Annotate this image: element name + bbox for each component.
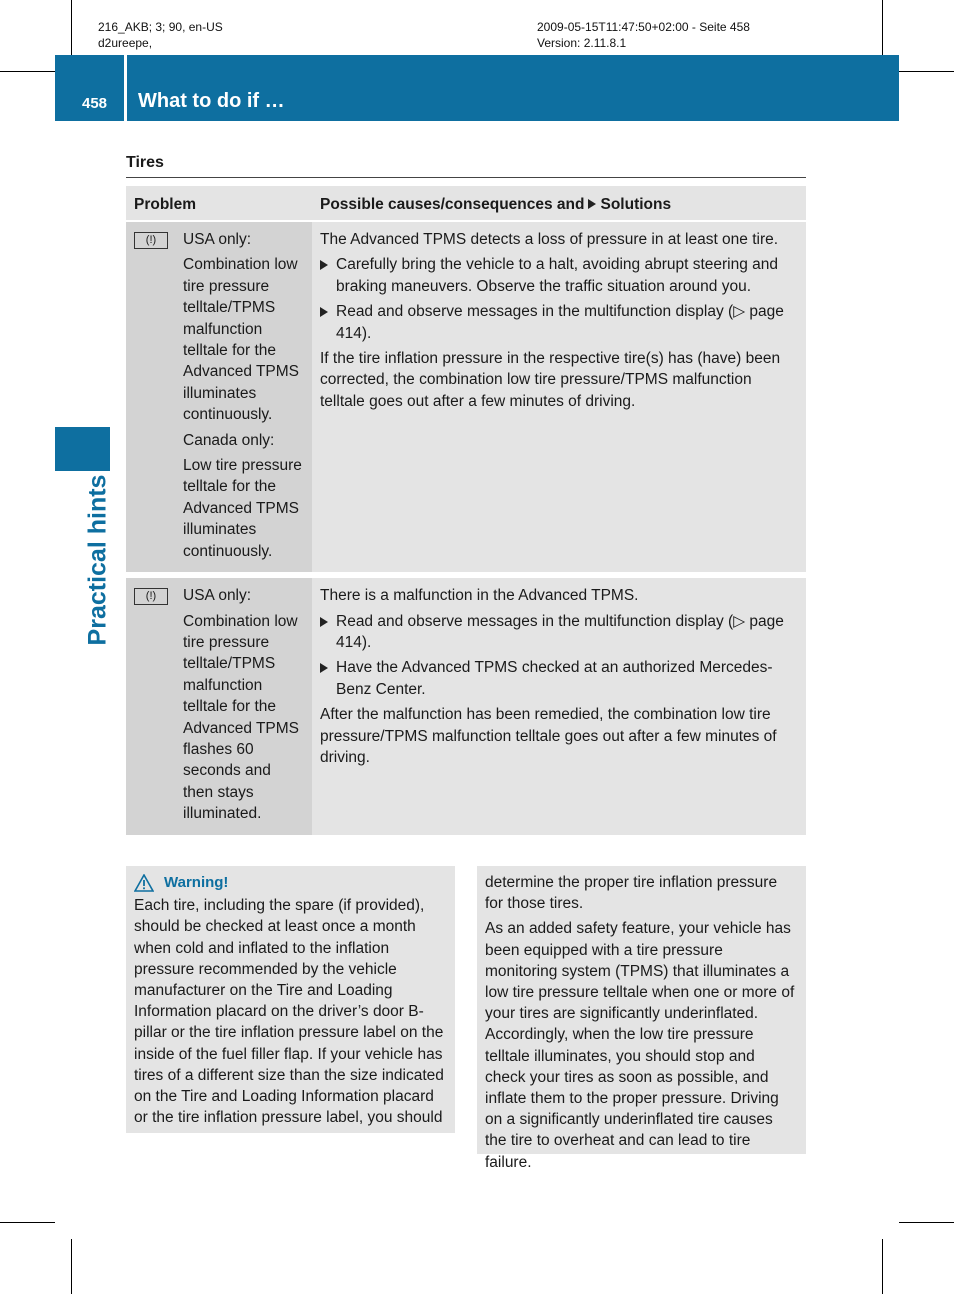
print-meta-right xyxy=(537,19,750,51)
crop-mark-bottom-left-h xyxy=(0,1222,55,1223)
warning-text-continued: determine the proper tire inflation pressure for those tires. xyxy=(485,874,778,913)
print-meta-right-line1: 2009-05-15T11:47:50+02:00 - Seite 458 xyxy=(537,20,750,34)
tire-pressure-icon-glyph: (!) xyxy=(145,234,157,246)
bullet-arrow-icon xyxy=(320,617,328,627)
solution-cell xyxy=(312,221,806,572)
problem-text: Combination low tire pressure telltale/TPMS malfunction telltale for the Advanced TPMS illuminates continuously. xyxy=(183,256,300,424)
tire-pressure-warning-icon xyxy=(134,232,168,249)
warning-box-left xyxy=(126,866,455,1133)
page-number: 458 xyxy=(82,95,108,112)
solution-outro: If the tire inflation pressure in the respective tire(s) has (have) been corrected, the combination low tire pressure/TPMS malfunction telltale goes out after a few minutes of driving. xyxy=(320,350,781,410)
problem-cell xyxy=(126,578,312,834)
table-row xyxy=(126,578,806,834)
bullet-text: Have the Advanced TPMS checked at an authorized Mercedes-Benz Center. xyxy=(336,659,773,698)
col-header-solutions xyxy=(312,186,806,221)
warning-text-tpms: As an added safety feature, your vehicle has been equipped with a tire pressure monitoring system (TPMS) that illuminates a low tire pressure telltale when one or more of your tires are significantly underinflated. Accordingly, when the low tire pressure telltale illuminates, you should stop and check your tires as soon as possible, and inflate them to the proper pressure. Driving on a significantly underinflated tire causes the tire to overheat and can lead to tire failure. xyxy=(485,920,795,1171)
problem-text: USA only: xyxy=(183,587,252,605)
crop-mark-top-left-h xyxy=(0,71,55,72)
tire-pressure-warning-icon xyxy=(134,588,168,605)
tire-pressure-icon-glyph: (!) xyxy=(145,590,157,603)
solution-bullet xyxy=(320,254,798,297)
print-meta-left xyxy=(98,19,223,51)
bullet-arrow-icon xyxy=(320,307,328,317)
print-meta-right-line2: Version: 2.11.8.1 xyxy=(537,36,627,50)
tires-table xyxy=(126,186,806,835)
col-header-problem: Problem xyxy=(126,186,312,221)
bullet-text: Read and observe messages in the multifunction display (▷ page 414). xyxy=(336,612,784,651)
table-header-row xyxy=(126,186,806,221)
crop-mark-top-left-v xyxy=(71,0,72,55)
solution-bullet xyxy=(320,301,798,344)
problem-cell xyxy=(126,221,312,572)
crop-mark-bottom-left-v xyxy=(71,1239,72,1294)
bullet-arrow-icon xyxy=(320,260,328,270)
problem-text: Low tire pressure telltale for the Advanced TPMS illuminates continuously. xyxy=(183,457,302,560)
solution-bullet xyxy=(320,657,798,700)
crop-mark-top-right-v xyxy=(882,0,883,55)
solution-outro: After the malfunction has been remedied, the combination low tire pressure/TPMS malfunction telltale goes out after a few minutes of driving. xyxy=(320,706,777,766)
warning-title: Warning! xyxy=(164,874,229,891)
print-meta-left-line1: 216_AKB; 3; 90, en-US xyxy=(98,20,223,34)
section-rule xyxy=(126,177,806,178)
col-header-solutions-label: Solutions xyxy=(600,196,672,214)
warning-text: Each tire, including the spare (if provided), should be checked at least once a month when cold and inflated to the inflation pressure recommended by the vehicle manufacturer on the Tire and Loading Information placard on the driver’s door B-pillar or the tire inflation pressure label on the inside of the fuel filler flap. If your vehicle has tires of a different size than the size indicated on the Tire and Loading Information placard or the tire inflation pressure label, you should xyxy=(134,897,444,1127)
bullet-arrow-icon xyxy=(320,663,328,673)
solution-intro: The Advanced TPMS detects a loss of pressure in at least one tire. xyxy=(320,231,779,248)
warning-triangle-icon xyxy=(134,874,154,892)
table-row xyxy=(126,221,806,572)
warning-box-right xyxy=(477,866,806,1171)
side-chapter-label: Practical hints xyxy=(83,474,112,646)
problem-text: USA only: xyxy=(183,231,252,248)
crop-mark-bottom-right-h xyxy=(899,1222,954,1223)
solution-intro: There is a malfunction in the Advanced TPMS. xyxy=(320,587,639,605)
solution-bullet xyxy=(320,611,798,654)
chapter-title: What to do if … xyxy=(138,90,285,112)
problem-text: Combination low tire pressure telltale/TPMS malfunction telltale for the Advanced TPMS flashes 60 seconds and then stays illuminated. xyxy=(183,612,300,823)
arrow-icon xyxy=(588,199,596,209)
header-divider xyxy=(124,55,127,121)
crop-mark-bottom-right-v xyxy=(882,1239,883,1294)
print-meta-left-line2: d2ureepe, xyxy=(98,36,153,50)
section-title: Tires xyxy=(126,154,164,171)
col-header-causes-label: Possible causes/consequences and xyxy=(320,196,585,214)
warning-header xyxy=(134,872,447,893)
problem-text: Canada only: xyxy=(183,431,275,449)
solution-cell xyxy=(312,578,806,834)
bullet-text: Read and observe messages in the multifunction display (▷ page 414). xyxy=(336,303,784,342)
bullet-text: Carefully bring the vehicle to a halt, avoiding abrupt steering and braking maneuvers. Observe the traffic situation around you. xyxy=(336,256,779,295)
side-tab-marker xyxy=(55,427,110,471)
crop-mark-top-right-h xyxy=(899,71,954,72)
